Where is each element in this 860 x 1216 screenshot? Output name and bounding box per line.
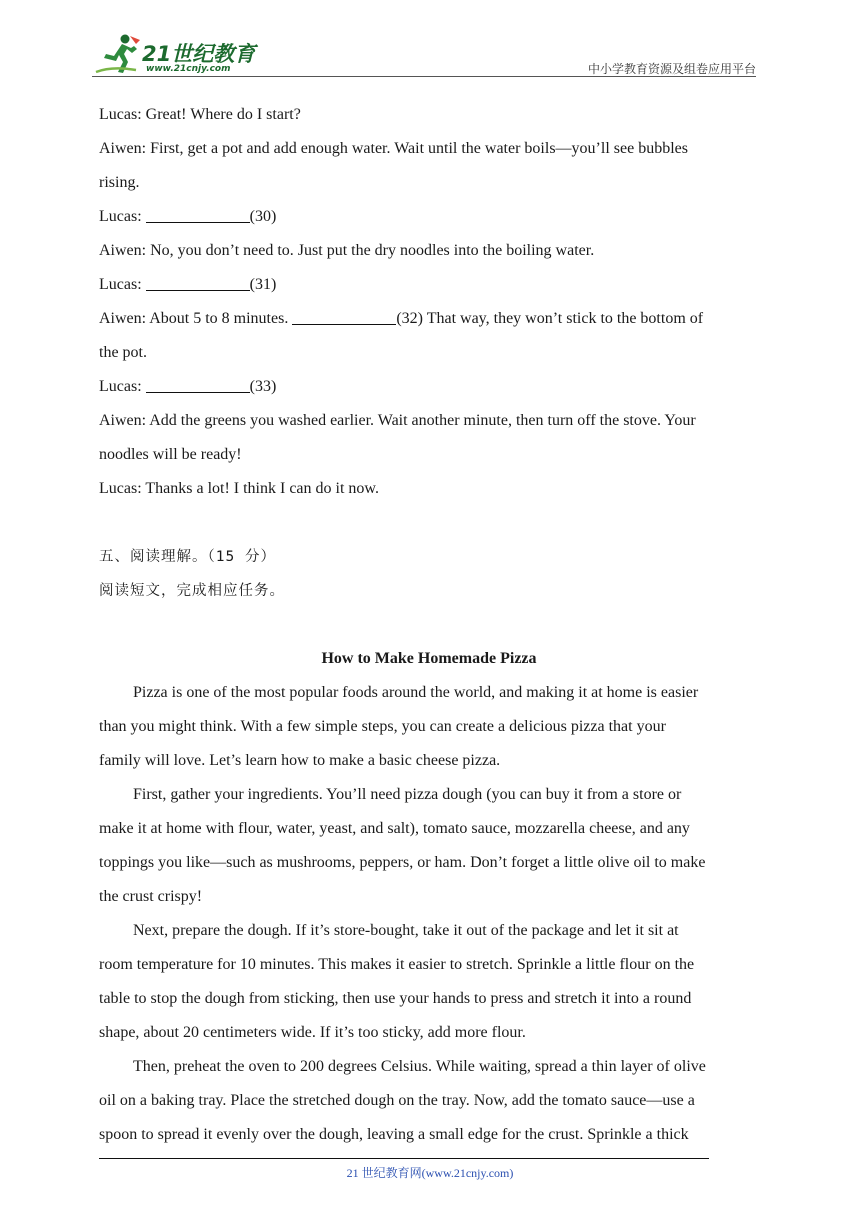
passage-line: toppings you like—such as mushrooms, peppers, or ham. Don’t forget a little olive oil to make	[99, 854, 706, 871]
dialogue-line: Lucas: (33)	[99, 378, 277, 395]
site-logo[interactable]	[92, 32, 262, 76]
dialogue-line: the pot.	[99, 344, 147, 361]
answer-blank-30[interactable]	[146, 206, 250, 223]
passage-line: Next, prepare the dough. If it’s store-bought, take it out of the package and let it sit at	[133, 922, 679, 939]
passage-line: spoon to spread it evenly over the dough, leaving a small edge for the crust. Sprinkle a thick	[99, 1126, 689, 1143]
footer-link[interactable]: 21 世纪教育网(www.21cnjy.com)	[346, 1166, 514, 1180]
dialogue-line: Lucas: (31)	[99, 276, 277, 293]
passage-title: How to Make Homemade Pizza	[321, 650, 537, 667]
passage-line: Pizza is one of the most popular foods around the world, and making it at home is easier	[133, 684, 699, 701]
passage-line: shape, about 20 centimeters wide. If it’s too sticky, add more flour.	[99, 1024, 526, 1041]
passage-line: than you might think. With a few simple steps, you can create a delicious pizza that your	[99, 718, 666, 735]
runner-icon	[92, 32, 144, 76]
passage-line: the crust crispy!	[99, 888, 203, 905]
dialogue-line: Aiwen: About 5 to 8 minutes. (32) That way, they won’t stick to the bottom of	[99, 310, 704, 327]
dialogue-line: Aiwen: Add the greens you washed earlier. Wait another minute, then turn off the stove. Your	[99, 412, 696, 429]
dialogue-line: Aiwen: First, get a pot and add enough water. Wait until the water boils—you’ll see bubbles	[99, 140, 688, 157]
section-instruction: 阅读短文，完成相应任务。	[99, 583, 285, 599]
passage-line: Then, preheat the oven to 200 degrees Celsius. While waiting, spread a thin layer of olive	[133, 1058, 706, 1075]
dialogue-section	[99, 98, 759, 506]
header-divider	[92, 76, 756, 77]
dialogue-line: rising.	[99, 174, 140, 191]
passage-line: make it at home with flour, water, yeast, and salt), tomato sauce, mozzarella cheese, and any	[99, 820, 690, 837]
section-heading: 五、阅读理解。（15 分）	[99, 549, 276, 565]
logo-text: 21世纪教育	[142, 42, 256, 66]
passage-line: family will love. Let’s learn how to make a basic cheese pizza.	[99, 752, 501, 769]
dialogue-line: Aiwen: No, you don’t need to. Just put the dry noodles into the boiling water.	[99, 242, 595, 259]
passage-line: table to stop the dough from sticking, then use your hands to press and stretch it into a round	[99, 990, 692, 1007]
logo-url: www.21cnjy.com	[146, 64, 231, 74]
spacer	[99, 506, 759, 540]
dialogue-line: Lucas: Thanks a lot! I think I can do it now.	[99, 480, 379, 497]
answer-blank-33[interactable]	[146, 376, 250, 393]
passage-line: room temperature for 10 minutes. This makes it easier to stretch. Sprinkle a little flour on the	[99, 956, 695, 973]
dialogue-line: Lucas: Great! Where do I start?	[99, 106, 301, 123]
dialogue-line: noodles will be ready!	[99, 446, 242, 463]
page-header	[92, 30, 756, 78]
passage-line: First, gather your ingredients. You’ll need pizza dough (you can buy it from a store or	[133, 786, 682, 803]
answer-blank-31[interactable]	[146, 274, 250, 291]
passage-body	[99, 676, 759, 1152]
page-content	[99, 98, 759, 1152]
footer-divider	[99, 1158, 709, 1159]
platform-name: 中小学教育资源及组卷应用平台	[587, 62, 756, 76]
passage-line: oil on a baking tray. Place the stretched dough on the tray. Now, add the tomato sauce—use a	[99, 1092, 695, 1109]
spacer	[99, 608, 759, 642]
answer-blank-32[interactable]	[292, 308, 396, 325]
dialogue-line: Lucas: (30)	[99, 208, 277, 225]
